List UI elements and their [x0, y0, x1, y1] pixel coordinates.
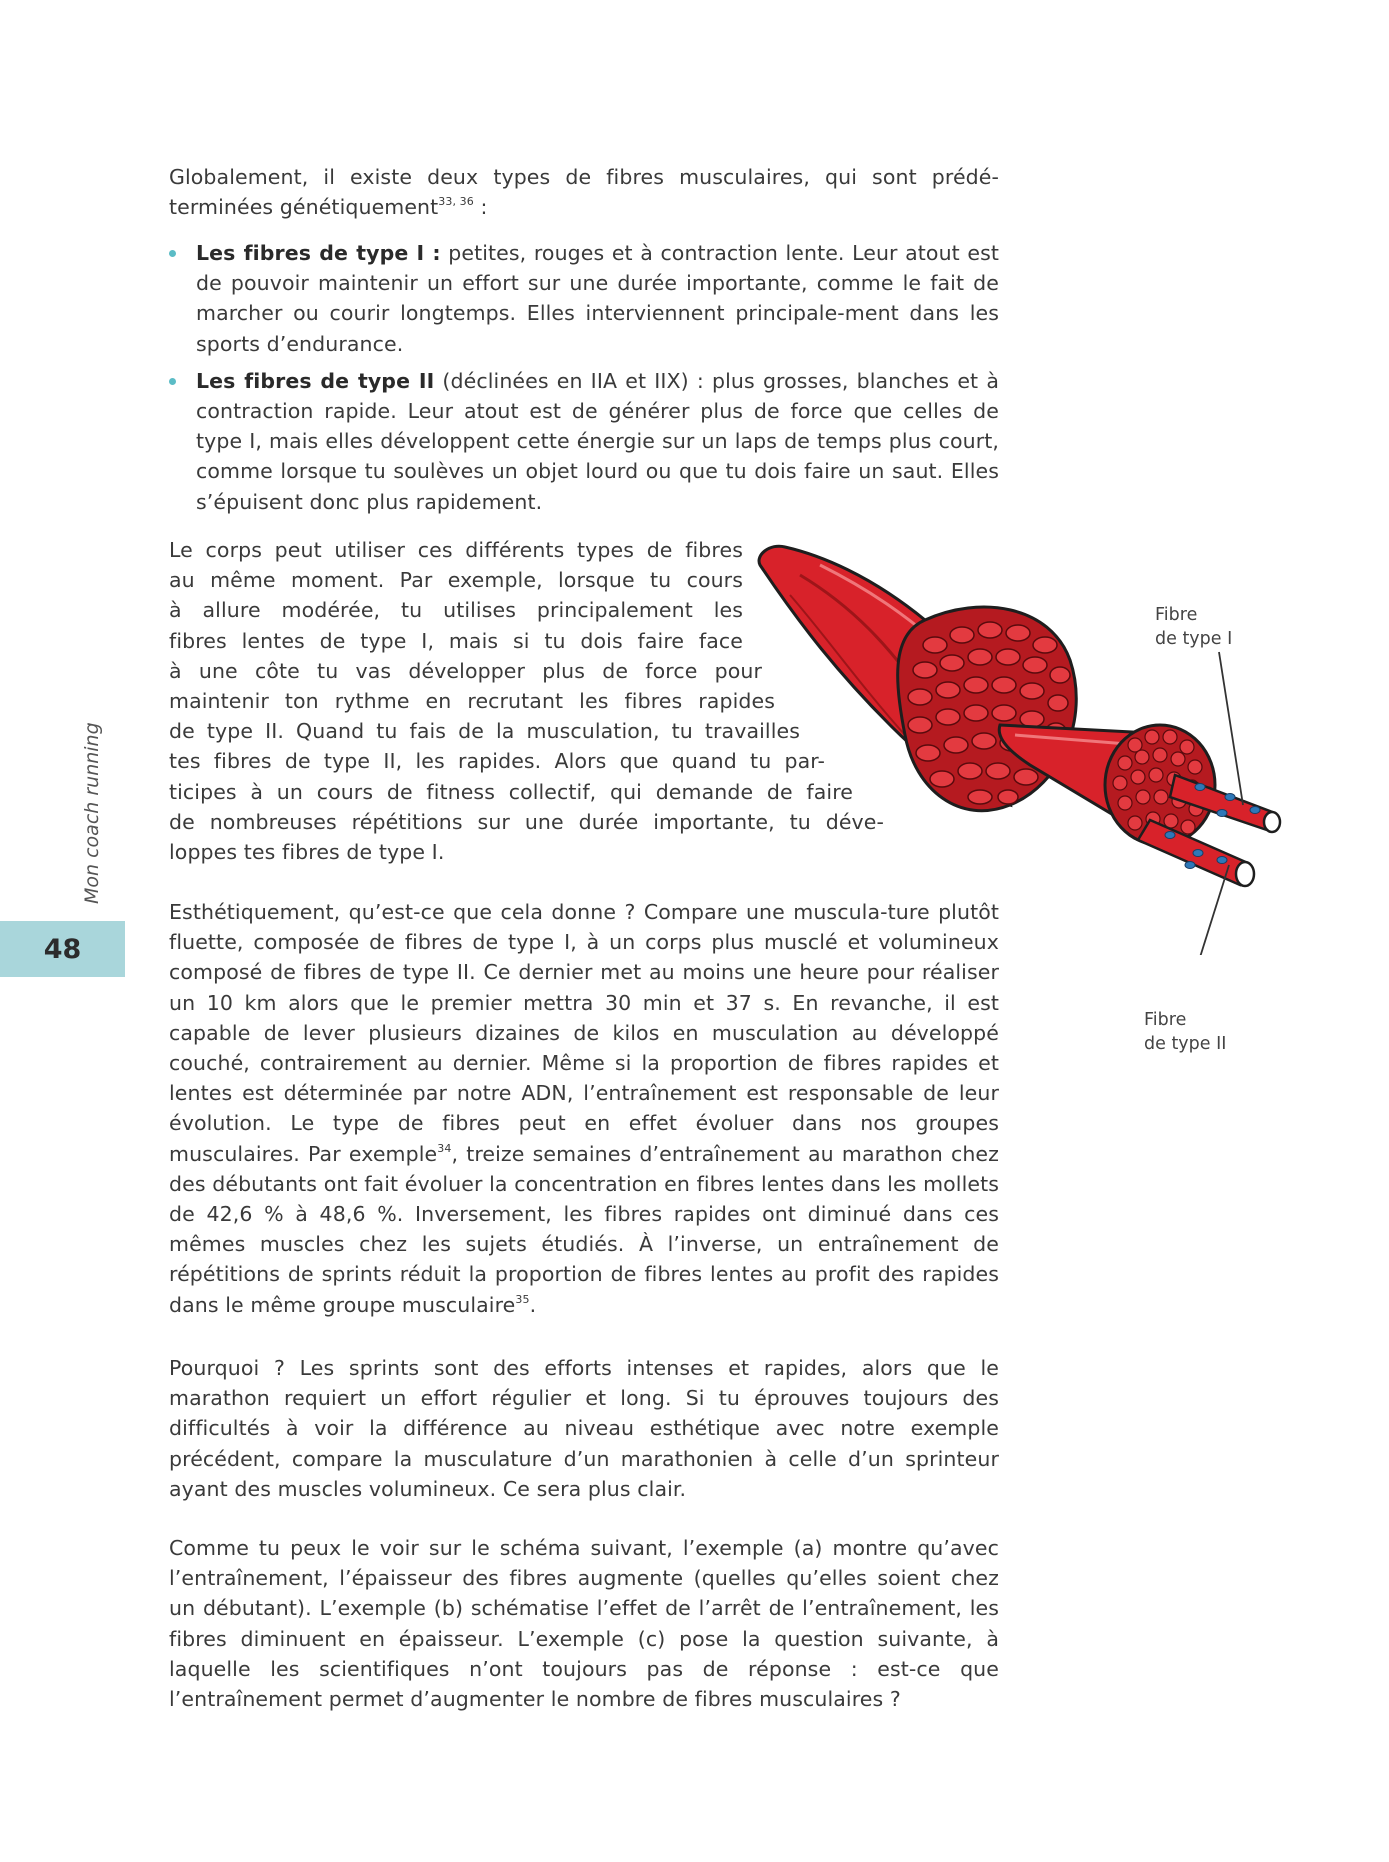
fiber-type-1-end [1264, 812, 1280, 832]
text-line: de type II. Quand tu fais de la musculation, tu travailles [169, 719, 800, 744]
text-line: au même moment. Par exemple, lorsque tu cours [169, 568, 743, 593]
text-line: Le corps peut utiliser ces différents types de fibres [169, 538, 743, 562]
text-line: tes fibres de type II, les rapides. Alors que quand tu par- [169, 749, 825, 774]
text-line: ticipes à un cours de fitness collectif, qui demande de faire [169, 779, 853, 804]
paragraph-text: Esthétiquement, qu’est-ce que cela donne ? Compare une muscula-ture plutôt fluette, composée de fibres de type I, à un corps plus musclé et volumineux composé de fibres de type II. Ce dernier met au moins une heure pour réaliser un 10 km alors que le premier mettra 30 min et 37 s. En revanche, il est capable de lever plusieurs dizaines de kilos en musculation au développé couché, contrairement au dernier. Même si la proportion de fibres rapides et lentes est déterminée par notre ADN, l’entraînement est responsable de leur évolution. Le type de fibres peut en effet évoluer dans nos groupes musculaires. Par exemple [169, 900, 999, 1166]
text-line: maintenir ton rythme en recrutant les fibres rapides [169, 689, 775, 714]
label-line: de type II [1144, 1034, 1227, 1054]
intro-colon: : [473, 195, 488, 220]
bullet-dot [169, 378, 176, 385]
paragraph-aesthetics [169, 897, 999, 1320]
paragraph-why: Pourquoi ? Les sprints sont des efforts intenses et rapides, alors que le marathon requiert un effort régulier et long. Si tu éprouves toujours des difficultés à voir la différence au niveau esthétique avec notre exemple précédent, compare la musculature d’un marathonien à celle d’un sprinteur ayant des muscles volumineux. Ce sera plus clair. [169, 1356, 999, 1501]
ref-35: 35 [515, 1292, 530, 1306]
paragraph-end: . [529, 1292, 537, 1317]
bullet-title: Les fibres de type I : [196, 241, 441, 265]
intro-paragraph [169, 162, 999, 222]
text-line: à une côte tu vas développer plus de force pour [169, 658, 762, 683]
fiber-types-list [169, 238, 999, 524]
bullet-dot [169, 250, 176, 257]
label-line: Fibre [1155, 605, 1198, 625]
label-fibre-type-1 [1155, 603, 1232, 651]
muscle-fiber-illustration [730, 535, 1300, 955]
text-line: loppes tes fibres de type I. [169, 840, 445, 865]
ref-34: 34 [437, 1141, 452, 1155]
list-item-type1 [169, 238, 999, 359]
book-title-vertical: Mon coach running [81, 722, 103, 904]
page-number-tab [0, 921, 125, 977]
label-line: Fibre [1144, 1010, 1187, 1030]
intro-refs: 33, 36 [438, 195, 474, 209]
page-number: 48 [43, 933, 82, 965]
label-line: de type I [1155, 629, 1233, 649]
text-line: fibres lentes de type I, mais si tu dois faire face [169, 628, 743, 653]
intro-text: Globalement, il existe deux types de fibres musculaires, qui sont prédé-terminées génétiquement [169, 165, 999, 220]
text-line: à allure modérée, tu utilises principalement les [169, 598, 743, 623]
fiber-type-2-end [1236, 862, 1254, 886]
bullet-title: Les fibres de type II [196, 368, 435, 393]
leader-line-type1 [1219, 652, 1243, 805]
paragraph-text: , treize semaines d’entraînement au marathon chez des débutants ont fait évoluer la concentration en fibres lentes dans les mollets de 42,6 % à 48,6 %. Inversement, les fibres rapides ont diminué dans ces mêmes muscles chez les sujets étudiés. À l’inverse, un entraînement de répétitions de sprints réduit la proportion de fibres lentes au profit des rapides dans le même groupe musculaire [169, 1141, 999, 1317]
bullet-text: petites, rouges et à contraction lente. Leur atout est de pouvoir maintenir un effort sur une durée importante, comme le fait de marcher ou courir longtemps. Elles interviennent principale-ment dans les sports d’endurance. [196, 241, 999, 356]
text-line: de nombreuses répétitions sur une durée importante, tu déve- [169, 809, 884, 834]
paragraph-diagram-intro: Comme tu peux le voir sur le schéma suivant, l’exemple (a) montre qu’avec l’entraînement, l’épaisseur des fibres augmente (quelles qu’elles soient chez un débutant). L’exemple (b) schématise l’effet de l’arrêt de l’entraînement, les fibres diminuent en épaisseur. L’exemple (c) pose la question suivante, à laquelle les scientifiques n’ont toujours pas de réponse : est-ce que l’entraînement permet d’augmenter le nombre de fibres musculaires ? [169, 1536, 999, 1712]
label-fibre-type-2 [1144, 1008, 1226, 1056]
list-item-type2 [169, 366, 999, 517]
bullet-text: (déclinées en IIA et IIX) : plus grosses, blanches et à contraction rapide. Leur atout est de générer plus de force que celles de type I, mais elles développent cette énergie sur un laps de temps plus court, comme lorsque tu soulèves un objet lourd ou que tu dois faire un saut. Elles s’épuisent donc plus rapidement. [196, 368, 999, 514]
